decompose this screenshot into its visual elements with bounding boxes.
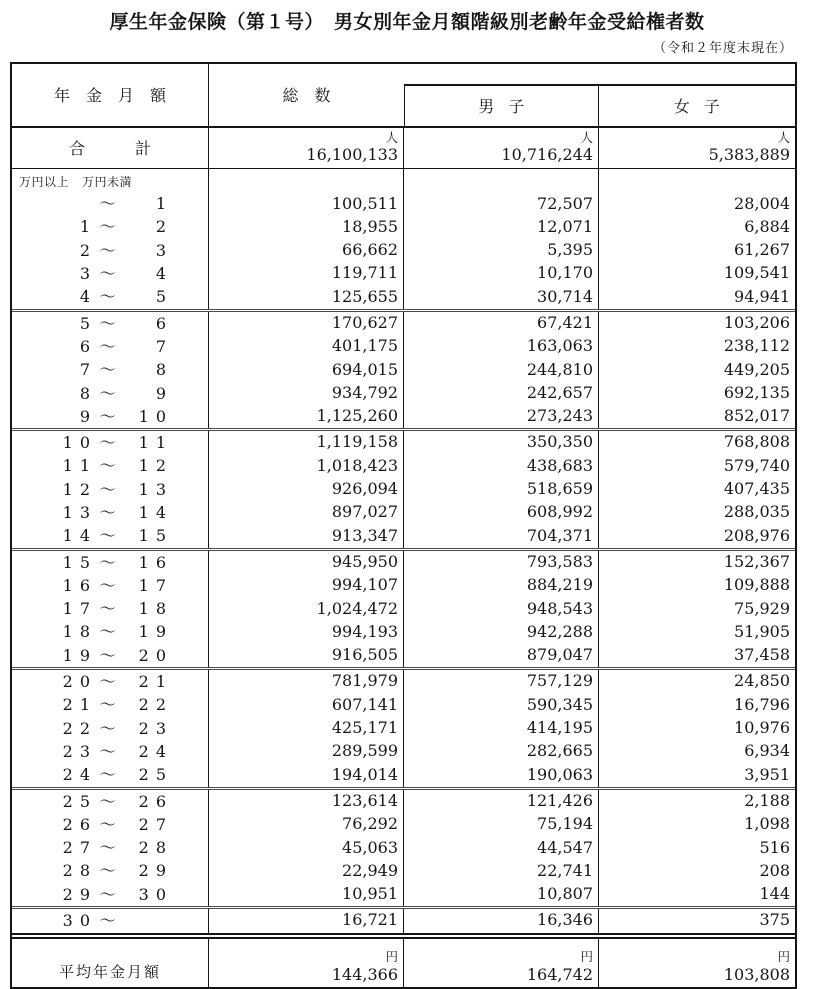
range-label bbox=[12, 621, 209, 644]
range-tilde: ～ bbox=[99, 622, 116, 642]
female-value: 5,383,889 bbox=[708, 145, 790, 165]
male-value: 10,716,244 bbox=[501, 145, 593, 165]
pension-row bbox=[12, 667, 795, 693]
range-hi: 5 bbox=[155, 287, 173, 307]
total-value: 945,950 bbox=[209, 551, 404, 574]
range-label bbox=[12, 382, 209, 405]
range-hi: 20 bbox=[138, 645, 173, 665]
range-label bbox=[12, 312, 209, 335]
range-lo: 26 bbox=[62, 814, 97, 834]
range-label bbox=[12, 239, 209, 262]
total-value: 781,979 bbox=[209, 670, 404, 693]
range-tilde: ～ bbox=[99, 838, 116, 858]
range-lo: 16 bbox=[62, 575, 97, 595]
male-value: 10,807 bbox=[404, 883, 599, 906]
range-label bbox=[12, 790, 209, 813]
range-tilde: ～ bbox=[99, 217, 116, 237]
male-value: 757,129 bbox=[404, 670, 599, 693]
pension-row bbox=[12, 478, 795, 501]
range-note-lower: 万円以上 bbox=[19, 174, 70, 189]
total-value: 1,119,158 bbox=[209, 431, 404, 454]
header-gender-group bbox=[404, 64, 795, 126]
total-male-cell bbox=[404, 128, 599, 168]
female-value: 103,808 bbox=[723, 964, 790, 984]
male-value: 942,288 bbox=[404, 621, 599, 644]
pension-row bbox=[12, 787, 795, 813]
range-tilde: ～ bbox=[99, 718, 116, 738]
female-value: 692,135 bbox=[723, 382, 790, 402]
range-hi: 4 bbox=[155, 264, 173, 284]
range-label bbox=[12, 883, 209, 906]
pension-row bbox=[12, 455, 795, 478]
header-male: 男子 bbox=[405, 86, 599, 126]
range-lo: 4 bbox=[79, 287, 97, 307]
female-value: 407,435 bbox=[723, 479, 790, 499]
range-label bbox=[12, 644, 209, 667]
range-hi: 28 bbox=[138, 838, 173, 858]
header-range: 年金月額 bbox=[12, 64, 209, 126]
total-value: 1,024,472 bbox=[209, 598, 404, 621]
female-value: 288,035 bbox=[723, 502, 790, 522]
pension-row bbox=[12, 428, 795, 454]
range-tilde: ～ bbox=[99, 672, 116, 692]
total-value: 916,505 bbox=[209, 644, 404, 667]
total-value: 66,662 bbox=[209, 239, 404, 262]
total-value: 18,955 bbox=[209, 216, 404, 239]
total-value: 607,141 bbox=[209, 694, 404, 717]
range-label bbox=[12, 286, 209, 309]
male-value: 5,395 bbox=[404, 239, 599, 262]
range-lo: 23 bbox=[62, 741, 97, 761]
total-value: 1,125,260 bbox=[209, 405, 404, 428]
range-hi: 22 bbox=[138, 695, 173, 715]
female-value: 238,112 bbox=[723, 336, 790, 356]
total-row bbox=[12, 128, 795, 169]
total-value: 994,193 bbox=[209, 621, 404, 644]
female-value: 375 bbox=[759, 910, 790, 930]
female-value: 28,004 bbox=[734, 193, 790, 213]
header-gender-box bbox=[404, 84, 795, 126]
range-tilde: ～ bbox=[99, 791, 116, 811]
male-value: 163,063 bbox=[404, 335, 599, 358]
pension-row bbox=[12, 359, 795, 382]
range-lo: 22 bbox=[62, 718, 97, 738]
range-hi: 10 bbox=[138, 406, 173, 426]
female-value: 10,976 bbox=[734, 718, 790, 738]
range-lo: 11 bbox=[62, 456, 97, 476]
female-value: 768,808 bbox=[723, 432, 790, 452]
male-value: 22,741 bbox=[404, 860, 599, 883]
range-tilde: ～ bbox=[99, 575, 116, 595]
range-tilde: ～ bbox=[99, 360, 116, 380]
average-row bbox=[12, 933, 795, 987]
pension-row bbox=[12, 621, 795, 644]
male-value: 12,071 bbox=[404, 216, 599, 239]
male-value: 30,714 bbox=[404, 286, 599, 309]
male-value: 518,659 bbox=[404, 478, 599, 501]
range-hi: 18 bbox=[138, 599, 173, 619]
range-tilde: ～ bbox=[99, 814, 116, 834]
range-tilde: ～ bbox=[99, 456, 116, 476]
total-value: 123,614 bbox=[209, 790, 404, 813]
range-label bbox=[12, 455, 209, 478]
range-hi: 26 bbox=[138, 791, 173, 811]
male-value: 16,346 bbox=[404, 909, 599, 932]
pension-row bbox=[12, 740, 795, 763]
range-tilde: ～ bbox=[99, 313, 116, 333]
female-value: 6,884 bbox=[744, 216, 790, 236]
empty-cell bbox=[209, 169, 404, 193]
range-lo: 18 bbox=[62, 622, 97, 642]
pension-row bbox=[12, 837, 795, 860]
male-value: 244,810 bbox=[404, 359, 599, 382]
range-hi: 30 bbox=[138, 884, 173, 904]
total-value: 934,792 bbox=[209, 382, 404, 405]
range-lo: 1 bbox=[79, 217, 97, 237]
range-hi: 29 bbox=[138, 861, 173, 881]
range-tilde: ～ bbox=[99, 645, 116, 665]
range-hi: 16 bbox=[138, 552, 173, 572]
male-value: 67,421 bbox=[404, 312, 599, 335]
pension-row bbox=[12, 574, 795, 597]
average-total-cell bbox=[209, 939, 404, 987]
pension-row bbox=[12, 262, 795, 285]
range-label bbox=[12, 694, 209, 717]
range-lo: 7 bbox=[79, 360, 97, 380]
female-value: 24,850 bbox=[734, 671, 790, 691]
total-value: 10,951 bbox=[209, 883, 404, 906]
male-value: 121,426 bbox=[404, 790, 599, 813]
total-value: 694,015 bbox=[209, 359, 404, 382]
male-value: 10,170 bbox=[404, 262, 599, 285]
range-tilde: ～ bbox=[99, 503, 116, 522]
total-row-label: 合計 bbox=[12, 128, 209, 168]
total-value: 125,655 bbox=[209, 286, 404, 309]
female-value: 109,888 bbox=[723, 575, 790, 595]
pension-row bbox=[12, 193, 795, 216]
unit-person: 人 bbox=[385, 129, 398, 145]
male-value: 884,219 bbox=[404, 574, 599, 597]
female-value: 1,098 bbox=[744, 814, 790, 834]
range-tilde: ～ bbox=[99, 240, 116, 260]
male-value: 414,195 bbox=[404, 717, 599, 740]
range-tilde: ～ bbox=[99, 406, 116, 426]
total-value: 22,949 bbox=[209, 860, 404, 883]
female-value: 579,740 bbox=[723, 455, 790, 475]
table-header-row bbox=[12, 64, 795, 128]
empty-cell bbox=[599, 169, 795, 193]
unit-yen: 円 bbox=[777, 948, 790, 964]
total-total-cell bbox=[209, 128, 404, 168]
total-value: 897,027 bbox=[209, 501, 404, 524]
unit-yen: 円 bbox=[580, 948, 593, 964]
total-value: 1,018,423 bbox=[209, 455, 404, 478]
range-hi: 14 bbox=[138, 503, 173, 522]
range-lo: 27 bbox=[62, 838, 97, 858]
total-value: 119,711 bbox=[209, 262, 404, 285]
range-lo: 12 bbox=[62, 479, 97, 499]
range-lo: 28 bbox=[62, 861, 97, 881]
range-hi: 8 bbox=[155, 360, 173, 380]
female-value: 103,206 bbox=[723, 312, 790, 332]
range-label bbox=[12, 909, 209, 932]
total-value: 194,014 bbox=[209, 764, 404, 787]
total-value: 100,511 bbox=[209, 193, 404, 216]
range-hi: 9 bbox=[155, 383, 173, 403]
female-value: 516 bbox=[759, 837, 790, 857]
range-lo: 10 bbox=[62, 433, 97, 453]
pension-row bbox=[12, 525, 795, 548]
range-label bbox=[12, 525, 209, 548]
range-tilde: ～ bbox=[99, 911, 116, 931]
female-value: 144 bbox=[759, 884, 790, 904]
range-lo: 3 bbox=[79, 264, 97, 284]
range-tilde: ～ bbox=[99, 765, 116, 785]
range-label bbox=[12, 359, 209, 382]
range-note bbox=[12, 169, 209, 193]
pension-row bbox=[12, 239, 795, 262]
pension-row bbox=[12, 382, 795, 405]
range-label bbox=[12, 501, 209, 524]
pension-row bbox=[12, 717, 795, 740]
range-hi: 1 bbox=[155, 194, 173, 214]
range-lo: 17 bbox=[62, 599, 97, 619]
male-value: 704,371 bbox=[404, 525, 599, 548]
range-lo: 21 bbox=[62, 695, 97, 715]
range-label bbox=[12, 216, 209, 239]
range-lo: 2 bbox=[79, 240, 97, 260]
range-tilde: ～ bbox=[99, 884, 116, 904]
total-value: 289,599 bbox=[209, 740, 404, 763]
range-note-row bbox=[12, 169, 795, 193]
pension-row bbox=[12, 598, 795, 621]
range-label bbox=[12, 598, 209, 621]
total-value: 926,094 bbox=[209, 478, 404, 501]
female-value: 6,934 bbox=[744, 741, 790, 761]
average-female-cell bbox=[599, 939, 795, 987]
range-hi: 13 bbox=[138, 479, 173, 499]
range-lo: 19 bbox=[62, 645, 97, 665]
range-label bbox=[12, 431, 209, 454]
pension-row bbox=[12, 694, 795, 717]
range-lo: 15 bbox=[62, 552, 97, 572]
range-lo: 8 bbox=[79, 383, 97, 403]
range-tilde: ～ bbox=[99, 264, 116, 284]
range-tilde: ～ bbox=[99, 526, 116, 546]
total-value: 425,171 bbox=[209, 717, 404, 740]
pension-row bbox=[12, 906, 795, 932]
male-value: 608,992 bbox=[404, 501, 599, 524]
total-value: 401,175 bbox=[209, 335, 404, 358]
header-total: 総数 bbox=[282, 86, 347, 106]
range-hi: 7 bbox=[155, 336, 173, 356]
range-hi: 21 bbox=[138, 672, 173, 692]
total-value: 45,063 bbox=[209, 837, 404, 860]
range-hi: 17 bbox=[138, 575, 173, 595]
male-value: 72,507 bbox=[404, 193, 599, 216]
female-value: 208 bbox=[759, 860, 790, 880]
female-value: 51,905 bbox=[734, 621, 790, 641]
pension-row bbox=[12, 286, 795, 309]
range-label bbox=[12, 670, 209, 693]
pension-table bbox=[10, 62, 797, 989]
range-lo: 5 bbox=[79, 313, 97, 333]
range-lo: 30 bbox=[62, 911, 97, 931]
range-tilde: ～ bbox=[99, 599, 116, 619]
unit-yen: 円 bbox=[385, 948, 398, 964]
male-value: 44,547 bbox=[404, 837, 599, 860]
range-label bbox=[12, 813, 209, 836]
male-value: 190,063 bbox=[404, 764, 599, 787]
female-value: 3,951 bbox=[744, 764, 790, 784]
range-label bbox=[12, 262, 209, 285]
female-value: 16,796 bbox=[734, 694, 790, 714]
pension-row bbox=[12, 548, 795, 574]
pension-row bbox=[12, 309, 795, 335]
total-value: 170,627 bbox=[209, 312, 404, 335]
unit-person: 人 bbox=[580, 129, 593, 145]
pension-row bbox=[12, 883, 795, 906]
male-value: 438,683 bbox=[404, 455, 599, 478]
range-lo: 9 bbox=[79, 406, 97, 426]
female-value: 37,458 bbox=[734, 645, 790, 665]
empty-cell bbox=[404, 169, 599, 193]
total-value: 994,107 bbox=[209, 574, 404, 597]
header-female: 女子 bbox=[673, 97, 734, 117]
range-hi: 6 bbox=[155, 313, 173, 333]
female-value: 449,205 bbox=[723, 359, 790, 379]
female-value: 61,267 bbox=[734, 240, 790, 260]
range-lo: 29 bbox=[62, 884, 97, 904]
as-of-date: （令和２年度末現在） bbox=[652, 41, 793, 56]
pension-row bbox=[12, 860, 795, 883]
total-value: 16,721 bbox=[209, 909, 404, 932]
male-value: 282,665 bbox=[404, 740, 599, 763]
male-value: 590,345 bbox=[404, 694, 599, 717]
range-tilde: ～ bbox=[99, 552, 116, 572]
female-value: 2,188 bbox=[744, 790, 790, 810]
range-tilde: ～ bbox=[99, 287, 116, 307]
range-hi: 3 bbox=[155, 240, 173, 260]
range-tilde: ～ bbox=[99, 383, 116, 403]
pension-row bbox=[12, 501, 795, 524]
pension-row bbox=[12, 405, 795, 428]
range-tilde: ～ bbox=[99, 695, 116, 715]
range-hi: 2 bbox=[155, 217, 173, 237]
range-lo: 24 bbox=[62, 765, 97, 785]
range-hi: 27 bbox=[138, 814, 173, 834]
range-tilde: ～ bbox=[99, 194, 116, 214]
range-tilde: ～ bbox=[99, 336, 116, 356]
pension-row bbox=[12, 216, 795, 239]
pension-row bbox=[12, 644, 795, 667]
range-tilde: ～ bbox=[99, 433, 116, 453]
range-tilde: ～ bbox=[99, 861, 116, 881]
range-hi: 25 bbox=[138, 765, 173, 785]
pension-row bbox=[12, 764, 795, 787]
male-value: 793,583 bbox=[404, 551, 599, 574]
total-value: 913,347 bbox=[209, 525, 404, 548]
range-hi: 19 bbox=[138, 622, 173, 642]
range-lo: 25 bbox=[62, 791, 97, 811]
range-hi: 24 bbox=[138, 741, 173, 761]
female-value: 109,541 bbox=[723, 263, 790, 283]
female-value: 152,367 bbox=[723, 551, 790, 571]
range-label bbox=[12, 478, 209, 501]
range-label bbox=[12, 405, 209, 428]
range-label bbox=[12, 860, 209, 883]
total-value: 76,292 bbox=[209, 813, 404, 836]
range-label bbox=[12, 574, 209, 597]
pension-row bbox=[12, 813, 795, 836]
female-value: 208,976 bbox=[723, 525, 790, 545]
male-value: 948,543 bbox=[404, 598, 599, 621]
range-lo: 13 bbox=[62, 503, 97, 522]
range-tilde: ～ bbox=[99, 479, 116, 499]
range-lo: 20 bbox=[62, 672, 97, 692]
range-hi: 11 bbox=[138, 433, 173, 453]
range-hi: 23 bbox=[138, 718, 173, 738]
range-hi: 15 bbox=[138, 526, 173, 546]
range-label bbox=[12, 335, 209, 358]
range-label bbox=[12, 551, 209, 574]
pension-row bbox=[12, 335, 795, 358]
female-value: 75,929 bbox=[734, 598, 790, 618]
range-hi: 12 bbox=[138, 456, 173, 476]
male-value: 75,194 bbox=[404, 813, 599, 836]
range-label bbox=[12, 764, 209, 787]
total-female-cell bbox=[599, 128, 795, 168]
unit-person: 人 bbox=[777, 129, 790, 145]
male-value: 879,047 bbox=[404, 644, 599, 667]
range-label bbox=[12, 837, 209, 860]
range-label bbox=[12, 717, 209, 740]
average-row-label: 平均年金月額 bbox=[12, 939, 209, 987]
range-note-upper: 万円未満 bbox=[82, 174, 133, 189]
female-value: 852,017 bbox=[723, 406, 790, 426]
range-tilde: ～ bbox=[99, 741, 116, 761]
total-value: 144,366 bbox=[331, 964, 398, 984]
range-label bbox=[12, 740, 209, 763]
male-value: 242,657 bbox=[404, 382, 599, 405]
page-title: 厚生年金保険（第１号） 男女別年金月額階級別老齢年金受給権者数 bbox=[109, 11, 705, 33]
range-lo: 6 bbox=[79, 336, 97, 356]
average-male-cell bbox=[404, 939, 599, 987]
range-lo: 14 bbox=[62, 526, 97, 546]
male-value: 350,350 bbox=[404, 431, 599, 454]
male-value: 273,243 bbox=[404, 405, 599, 428]
male-value: 164,742 bbox=[526, 964, 593, 984]
range-label bbox=[12, 193, 209, 216]
total-value: 16,100,133 bbox=[306, 145, 398, 165]
female-value: 94,941 bbox=[734, 286, 790, 306]
